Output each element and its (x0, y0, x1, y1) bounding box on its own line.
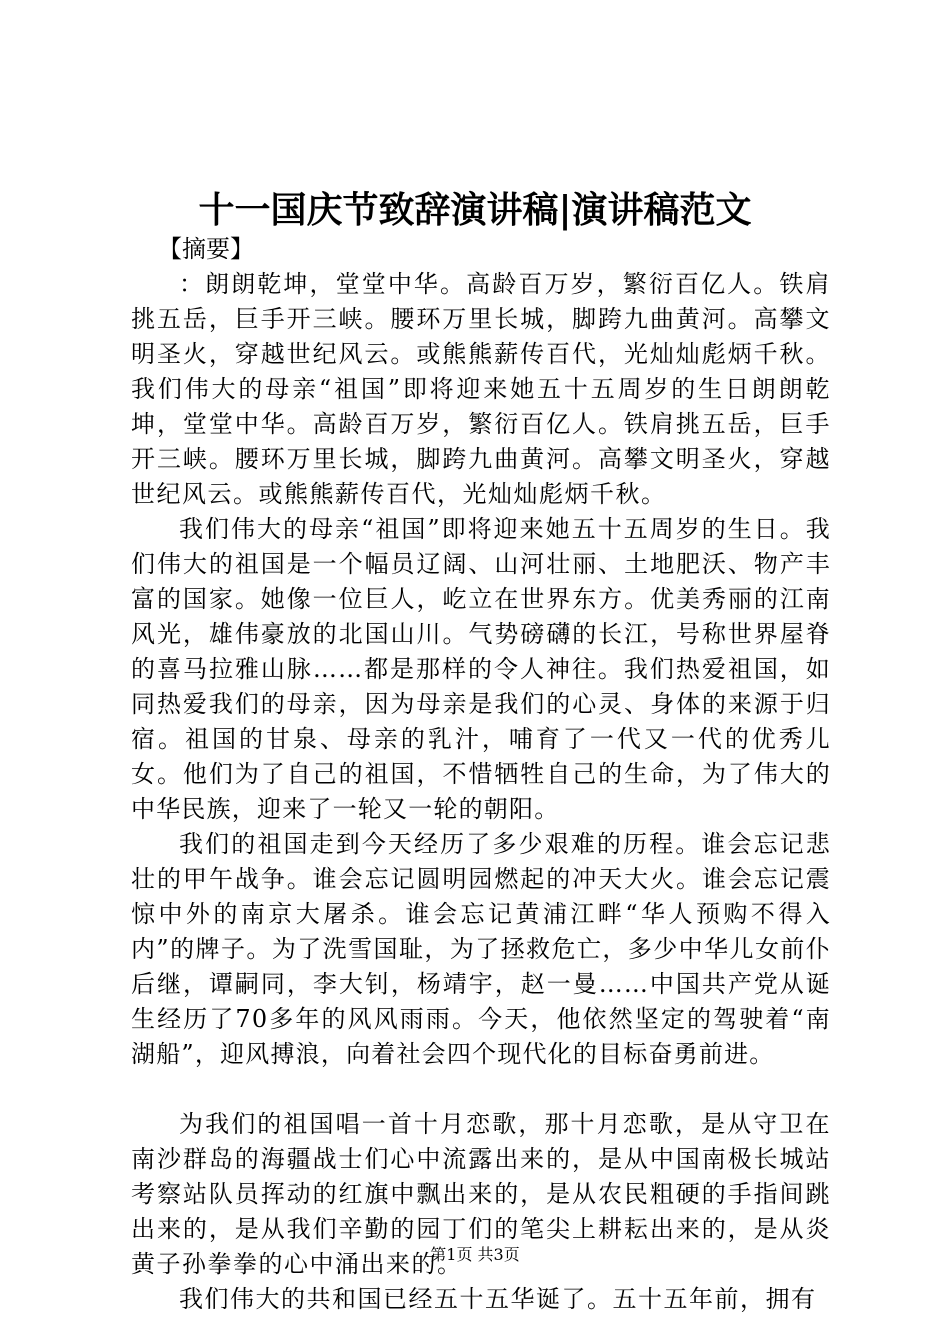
paragraph-2: 我们伟大的母亲“祖国”即将迎来她五十五周岁的生日。我们伟大的祖国是一个幅员辽阔、山河壮丽、土地肥沃、物产丰富的国家。她像一位巨人，屹立在世界东方。优美秀丽的江南风光，雄伟豪放的北国山川。气势磅礴的长江，号称世界屋脊的喜马拉雅山脉……都是那样的令人神往。我们热爱祖国，如同热爱我们的母亲，因为母亲是我们的心灵、身体的来源于归宿。祖国的甘泉、母亲的乳汁，哺育了一代又一代的优秀儿女。他们为了自己的祖国，不惜牺牲自己的生命，为了伟大的中华民族，迎来了一轮又一轮的朝阳。 (131, 515, 831, 823)
paragraph-spacer (131, 1072, 831, 1107)
paragraph-4: 为我们的祖国唱一首十月恋歌，那十月恋歌，是从守卫在南沙群岛的海疆战士们心中流露出来的，是从中国南极长城站考察站队员挥动的红旗中飘出来的，是从农民粗硬的手指间跳出来的，是从我们辛勤的园丁们的笔尖上耕耘出来的，是从炎黄子孙拳拳的心中涌出来的。 (131, 1110, 831, 1278)
abstract-label: 【摘要】 (158, 235, 254, 263)
document-body (131, 232, 831, 1317)
paragraph-3: 我们的祖国走到今天经历了多少艰难的历程。谁会忘记悲壮的甲午战争。谁会忘记圆明园燃起的冲天大火。谁会忘记震惊中外的南京大屠杀。谁会忘记黄浦江畔“华人预购不得入内”的牌子。为了洗雪国耻，为了拯救危亡，多少中华儿女前仆后继，谭嗣同，李大钊，杨靖宇，赵一曼……中国共产党从诞生经历了70多年的风风雨雨。今天，他依然坚定的驾驶着“南湖船”，迎风搏浪，向着社会四个现代化的目标奋勇前进。 (131, 830, 831, 1068)
paragraph-1: ：朗朗乾坤，堂堂中华。高龄百万岁，繁衍百亿人。铁肩挑五岳，巨手开三峡。腰环万里长城，脚跨九曲黄河。高攀文明圣火，穿越世纪风云。或熊熊薪传百代，光灿灿彪炳千秋。我们伟大的母亲“祖国”即将迎来她五十五周岁的生日朗朗乾坤，堂堂中华。高龄百万岁，繁衍百亿人。铁肩挑五岳，巨手开三峡。腰环万里长城，脚跨九曲黄河。高攀文明圣火，穿越世纪风云。或熊熊薪传百代，光灿灿彪炳千秋。 (131, 270, 831, 508)
page-footer: 第1页 共3页 (430, 1245, 520, 1264)
document-title: 十一国庆节致辞演讲稿|演讲稿范文 (198, 189, 752, 231)
paragraph-5: 我们伟大的共和国已经五十五华诞了。五十五年前，拥有 (179, 1285, 817, 1313)
